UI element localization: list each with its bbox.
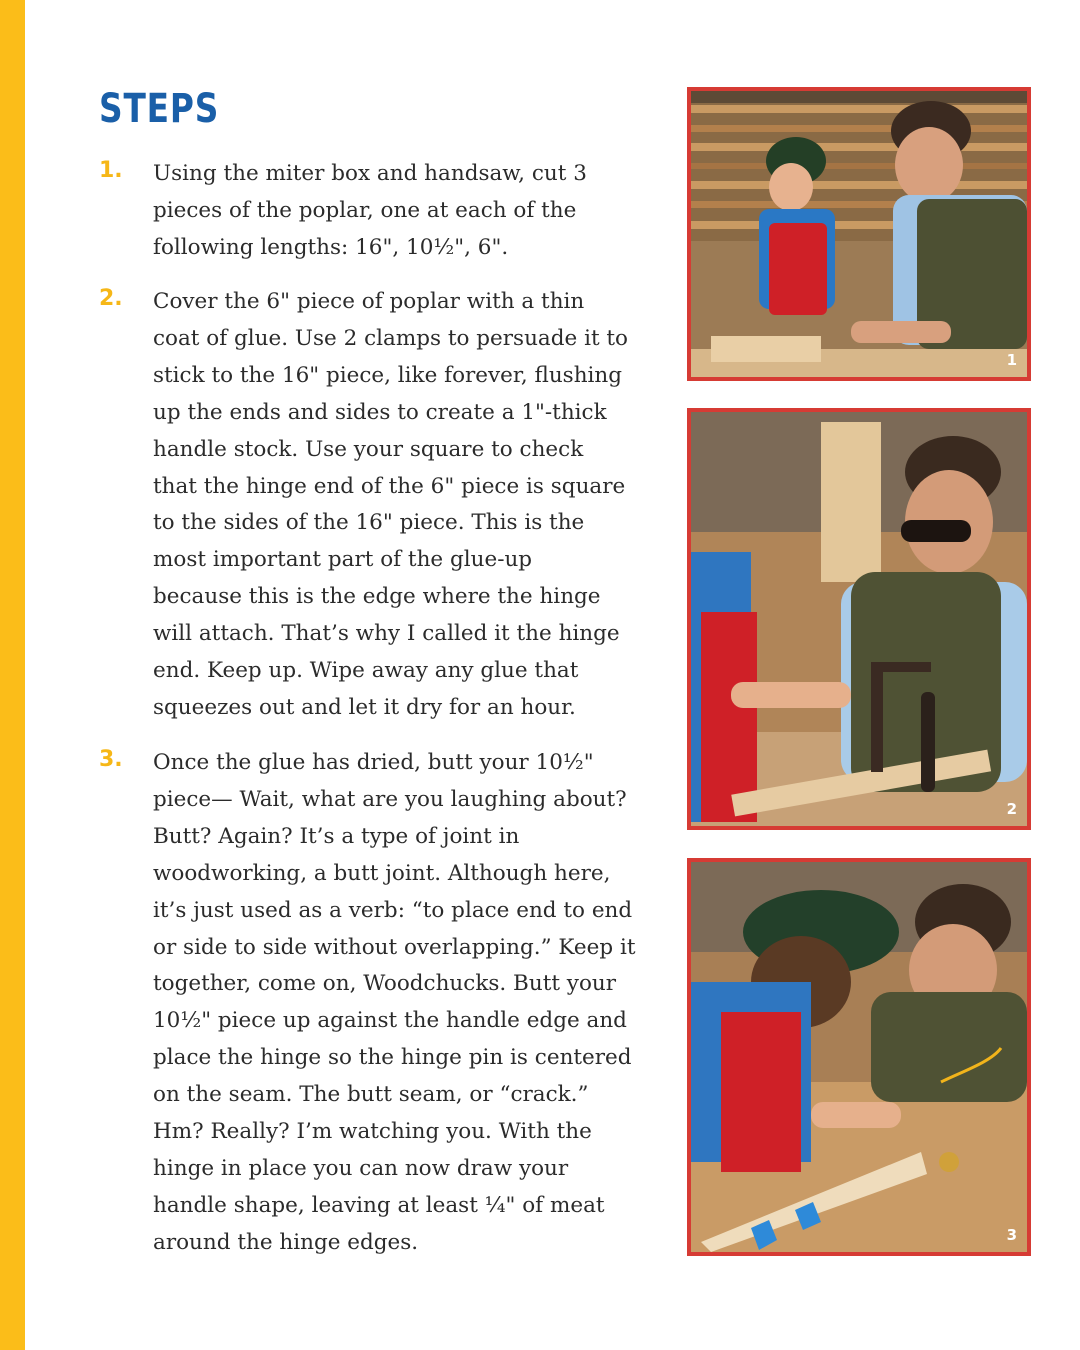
step-number: 3. [99, 747, 123, 772]
photo-illustration [691, 91, 1027, 377]
text-line: squeezes out and let it dry for an hour. [153, 694, 576, 720]
text-line: Once the glue has dried, butt your 10½" [153, 750, 594, 775]
text-line: will attach. That’s why I called it the hinge [153, 621, 620, 647]
workshop-photo-clamping [687, 408, 1031, 830]
photo-number: 3 [1006, 1226, 1017, 1244]
page-heading: STEPS [99, 86, 220, 132]
step-number: 1. [99, 158, 123, 183]
text-line: Cover the 6" piece of poplar with a thin [153, 289, 585, 314]
step-text [153, 284, 629, 727]
text-line: end. Keep up. Wipe away any glue that [153, 658, 579, 684]
text-line: 10½" piece up against the handle edge and [153, 1008, 627, 1034]
photo-illustration [691, 412, 1027, 826]
text-line: because this is the edge where the hinge [153, 584, 601, 610]
text-line: piece— Wait, what are you laughing about? [153, 786, 627, 812]
workshop-photo-drawing [687, 858, 1031, 1256]
text-line: handle shape, leaving at least ¼" of meat [153, 1192, 605, 1218]
text-line: coat of glue. Use 2 clamps to persuade it to [153, 325, 629, 351]
text-line: most important part of the glue-up [153, 547, 533, 573]
step-text [153, 745, 636, 1262]
text-line: handle stock. Use your square to check [153, 436, 584, 462]
text-line: to the sides of the 16" piece. This is the [153, 510, 585, 536]
text-line: following lengths: 16", 10½", 6". [153, 234, 509, 260]
text-line: together, come on, Woodchucks. Butt your [153, 971, 617, 997]
text-line: or side to side without overlapping.” Keep it [153, 934, 636, 960]
text-line: hinge in place you can now draw your [153, 1155, 569, 1181]
text-line: it’s just used as a verb: “to place end to end [153, 897, 633, 923]
text-line: on the seam. The butt seam, or “crack.” [153, 1082, 589, 1108]
photo-illustration [691, 862, 1027, 1252]
photo-number: 2 [1006, 800, 1017, 818]
side-accent-bar [0, 0, 25, 1350]
text-line: woodworking, a butt joint. Although here, [153, 860, 611, 886]
text-line: pieces of the poplar, one at each of the [153, 197, 577, 223]
text-line: that the hinge end of the 6" piece is square [153, 473, 626, 499]
step-text [153, 156, 623, 267]
text-line: around the hinge edges. [153, 1229, 419, 1255]
text-line: Butt? Again? It’s a type of joint in [153, 823, 520, 849]
workshop-photo-cutting [687, 87, 1031, 381]
photo-number: 1 [1006, 351, 1017, 369]
text-line: stick to the 16" piece, like forever, flushing [153, 362, 623, 388]
text-line: Hm? Really? I’m watching you. With the [153, 1119, 592, 1145]
text-line: Using the miter box and handsaw, cut 3 [153, 161, 587, 186]
text-line: up the ends and sides to create a 1"-thick [153, 399, 607, 425]
text-line: place the hinge so the hinge pin is centered [153, 1045, 632, 1071]
step-number: 2. [99, 286, 123, 311]
